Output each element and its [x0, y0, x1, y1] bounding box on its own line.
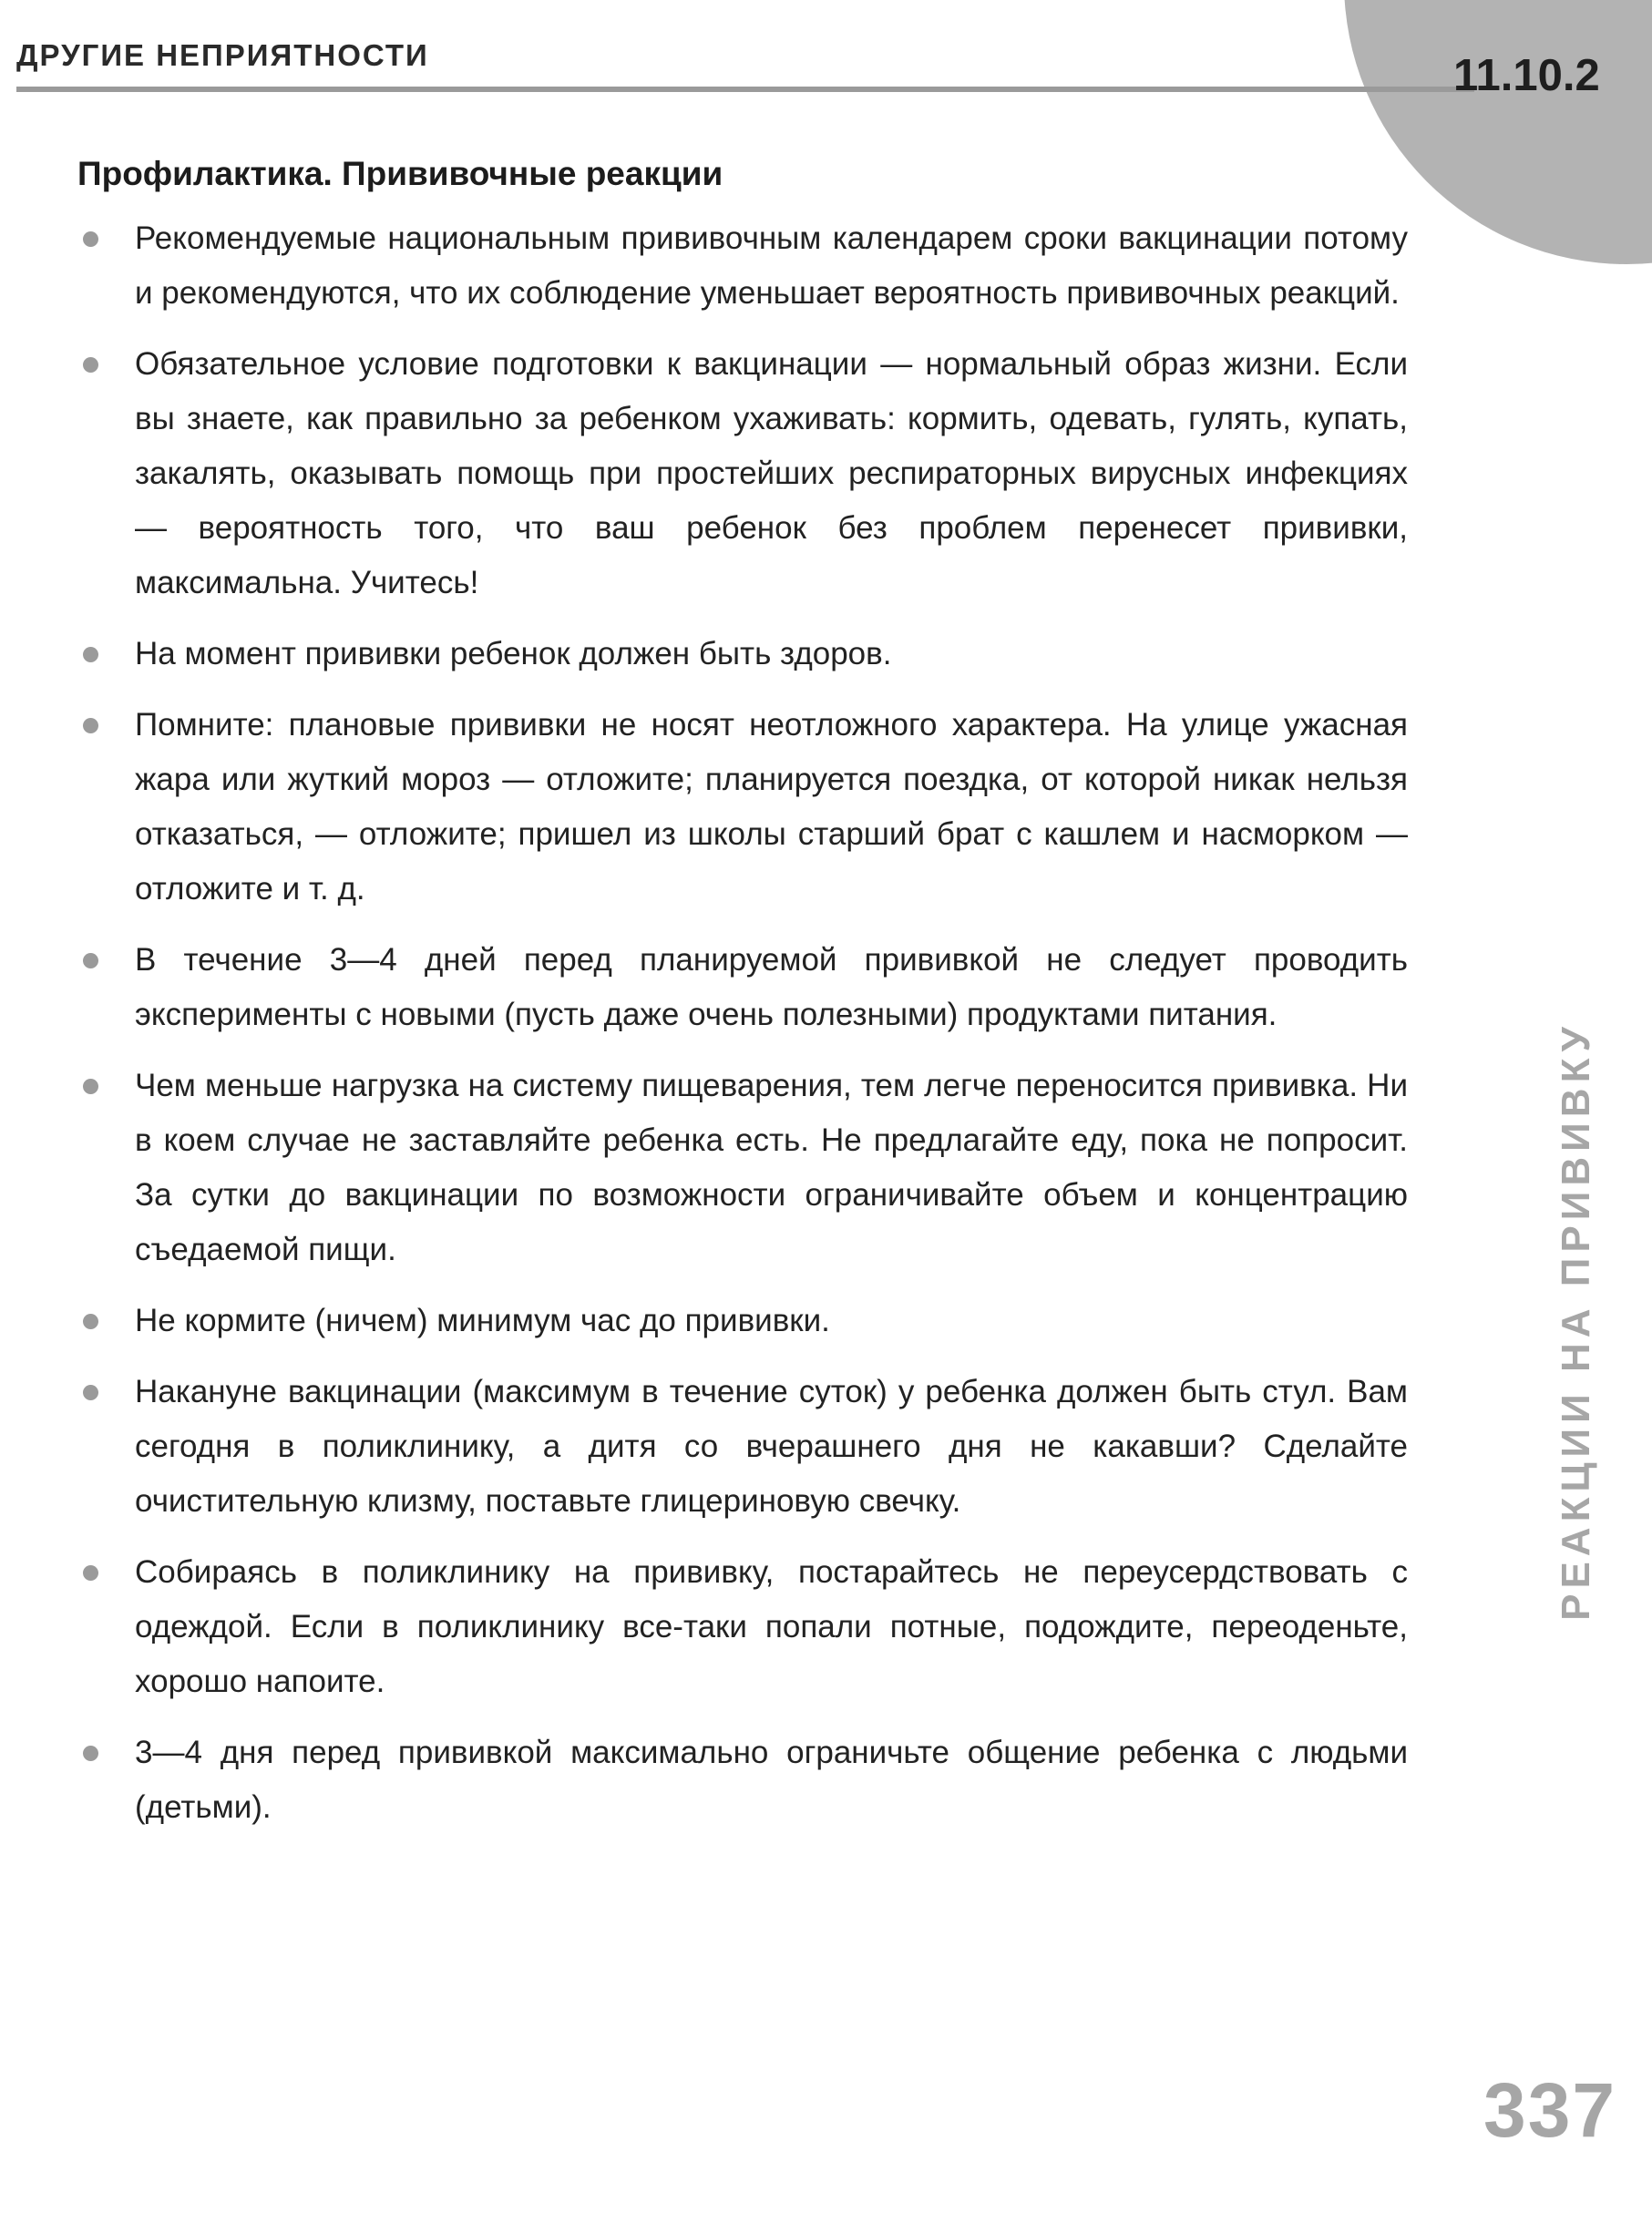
list-item: [77, 1545, 1408, 1709]
bullet-dot-icon: [83, 718, 98, 733]
bullet-dot-icon: [83, 1079, 98, 1094]
bullet-dot-icon: [83, 1746, 98, 1761]
main-content: [77, 155, 1408, 1851]
bullet-list: [77, 211, 1408, 1835]
list-item-text: Обязательное условие подготовки к вакцинации — нормальный образ жизни. Если вы знаете, как правильно за ребенком ухаживать: кормить, одевать, гулять, купать, закалять, оказывать помощь при простейших респираторных вирусных инфекциях — вероятность того, что ваш ребенок без проблем перенесет прививки, максимальна. Учитесь!: [135, 346, 1408, 600]
bullet-dot-icon: [83, 647, 98, 662]
list-item-text: Рекомендуемые национальным прививочным календарем сроки вакцинации потому и рекомендуются, что их соблюдение уменьшает вероятность прививочных реакций.: [135, 220, 1408, 311]
list-item: [77, 698, 1408, 917]
bullet-dot-icon: [83, 231, 98, 247]
list-item-text: Собираясь в поликлинику на прививку, постарайтесь не переусердствовать с одеждой. Если в поликлинику все-таки попали потные, подождите, переоденьте, хорошо напоите.: [135, 1554, 1408, 1699]
list-item: [77, 933, 1408, 1042]
bullet-dot-icon: [83, 953, 98, 968]
list-item: [77, 1726, 1408, 1835]
list-item-text: Не кормите (ничем) минимум час до прививки.: [135, 1303, 830, 1338]
header-rule: [16, 87, 1474, 92]
page-number: 337: [1483, 2067, 1617, 2153]
side-tab-title: РЕАКЦИИ НА ПРИВИВКУ: [1554, 1021, 1598, 1621]
list-item: [77, 1294, 1408, 1348]
list-item: [77, 1365, 1408, 1529]
bullet-dot-icon: [83, 1314, 98, 1329]
list-item-text: Помните: плановые прививки не носят неотложного характера. На улице ужасная жара или жуткий мороз — отложите; планируется поездка, от которой никак нельзя отказаться, — отложите; пришел из школы старший брат с кашлем и насморком — отложите и т. д.: [135, 707, 1408, 907]
list-item-text: Чем меньше нагрузка на систему пищеварения, тем легче переносится прививка. Ни в коем случае не заставляйте ребенка есть. Не предлагайте еду, пока не попросит. За сутки до вакцинации по возможности ограничивайте объем и концентрацию съедаемой пищи.: [135, 1068, 1408, 1267]
bullet-dot-icon: [83, 1565, 98, 1581]
list-item-text: Накануне вакцинации (максимум в течение суток) у ребенка должен быть стул. Вам сегодня в поликлинику, а дитя со вчерашнего дня не какавши? Сделайте очистительную клизму, поставьте глицериновую свечку.: [135, 1374, 1408, 1519]
running-head: ДРУГИЕ НЕПРИЯТНОСТИ: [16, 38, 429, 72]
section-number: 11.10.2: [1453, 51, 1600, 100]
bullet-dot-icon: [83, 357, 98, 373]
list-item: [77, 627, 1408, 681]
bullet-dot-icon: [83, 1385, 98, 1400]
list-item-text: В течение 3—4 дней перед планируемой прививкой не следует проводить эксперименты с новыми (пусть даже очень полезными) продуктами питания.: [135, 942, 1408, 1032]
list-item-text: На момент прививки ребенок должен быть здоров.: [135, 636, 892, 671]
list-item: [77, 1059, 1408, 1277]
list-item: [77, 337, 1408, 610]
list-item: [77, 211, 1408, 321]
section-heading: Профилактика. Прививочные реакции: [77, 155, 723, 192]
list-item-text: 3—4 дня перед прививкой максимально ограничьте общение ребенка с людьми (детьми).: [135, 1735, 1408, 1825]
